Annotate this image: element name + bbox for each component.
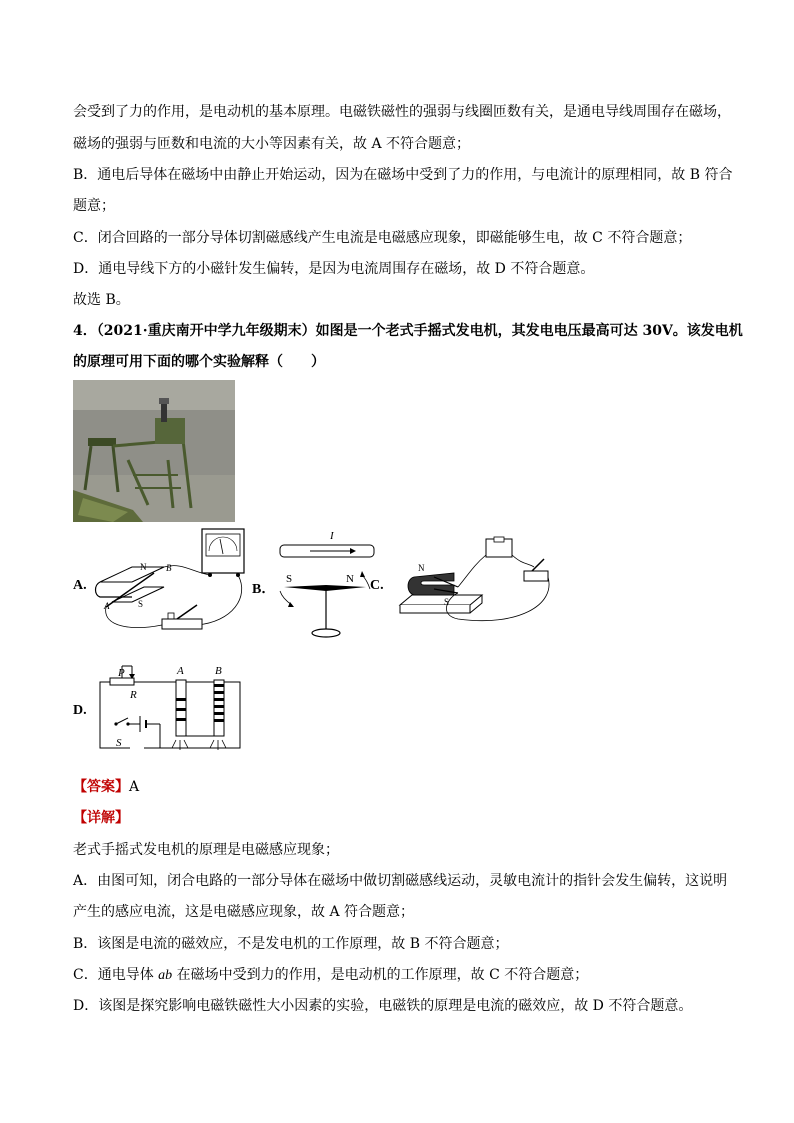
option-c-label: C.: [370, 578, 384, 593]
explanation-line: 会受到了力的作用，是电动机的基本原理。电磁铁磁性的强弱与线圈匝数有关，是通电导线周围存在磁场，: [73, 104, 731, 120]
question-stem: [73, 321, 743, 341]
explanation-line: 磁场的强弱与匝数和电流的大小等因素有关，故 A 不符合题意；: [73, 136, 471, 152]
label-s: S: [116, 737, 122, 749]
detail-line-c-pre: C．通电导体: [73, 967, 159, 983]
option-a-diagram: [92, 527, 250, 637]
answer-line: [73, 777, 139, 797]
svg-text:S: S: [286, 573, 293, 585]
answer-value: A: [129, 779, 140, 795]
svg-text:S: S: [138, 599, 144, 609]
option-c-diagram: [398, 535, 554, 633]
option-b-diagram: [270, 527, 380, 645]
svg-text:A: A: [104, 601, 110, 611]
detail-line: [73, 965, 588, 986]
svg-text:N: N: [346, 573, 354, 585]
detail-line: A．由图可知，闭合电路的一部分导体在磁场中做切割磁感线运动，灵敏电流计的指针会发生偏转，这说明: [73, 873, 728, 889]
answer-label: 【答案】: [73, 779, 129, 795]
svg-text:S: S: [444, 597, 450, 607]
label-a: A: [177, 665, 184, 677]
question-text: （2021·重庆南开中学九年级期末）如图是一个老式手摇式发电机，其发电电压最高可达 30V。该发电机: [96, 323, 743, 339]
detail-line: 老式手摇式发电机的原理是电磁感应现象；: [73, 842, 339, 858]
option-d-diagram: [92, 658, 244, 758]
explanation-line: C．闭合回路的一部分导体切割磁感线产生电流是电磁感应现象，即磁能够生电，故 C 不符合题意；: [73, 230, 692, 246]
generator-photo: [73, 380, 235, 522]
conclusion-line: 故选 B。: [73, 292, 130, 308]
label-b: B: [215, 665, 222, 677]
explanation-line: D．通电导线下方的小磁针发生偏转，是因为电流周围存在磁场，故 D 不符合题意。: [73, 261, 595, 277]
svg-text:N: N: [140, 562, 147, 572]
label-r: R: [130, 689, 137, 701]
variable-ab: ab: [158, 968, 173, 983]
label-p: P: [118, 667, 125, 679]
svg-text:I: I: [330, 530, 334, 542]
detail-line: 产生的感应电流，这是电磁感应现象，故 A 符合题意；: [73, 904, 415, 920]
explanation-line: B．通电后导体在磁场中由静止开始运动，因为在磁场中受到了力的作用，与电流计的原理相同，故 B 符合: [73, 167, 733, 183]
question-number: 4．: [73, 323, 97, 339]
detail-line-c-post: 在磁场中受到力的作用，是电动机的工作原理，故 C 不符合题意；: [172, 967, 589, 983]
svg-text:N: N: [418, 563, 425, 573]
option-b-label: B．: [252, 582, 276, 597]
svg-text:B: B: [166, 563, 172, 573]
option-d-label: D.: [73, 703, 87, 718]
detail-line: B．该图是电流的磁效应，不是发电机的工作原理，故 B 不符合题意；: [73, 936, 509, 952]
option-a-label: A.: [73, 578, 87, 593]
explanation-line: 题意；: [73, 198, 115, 214]
detail-line: D．该图是探究影响电磁铁磁性大小因素的实验，电磁铁的原理是电流的磁效应，故 D 不符合题意。: [73, 998, 693, 1014]
detail-label: 【详解】: [73, 810, 129, 826]
question-stem-cont: 的原理可用下面的哪个实验解释（ ）: [73, 354, 325, 370]
